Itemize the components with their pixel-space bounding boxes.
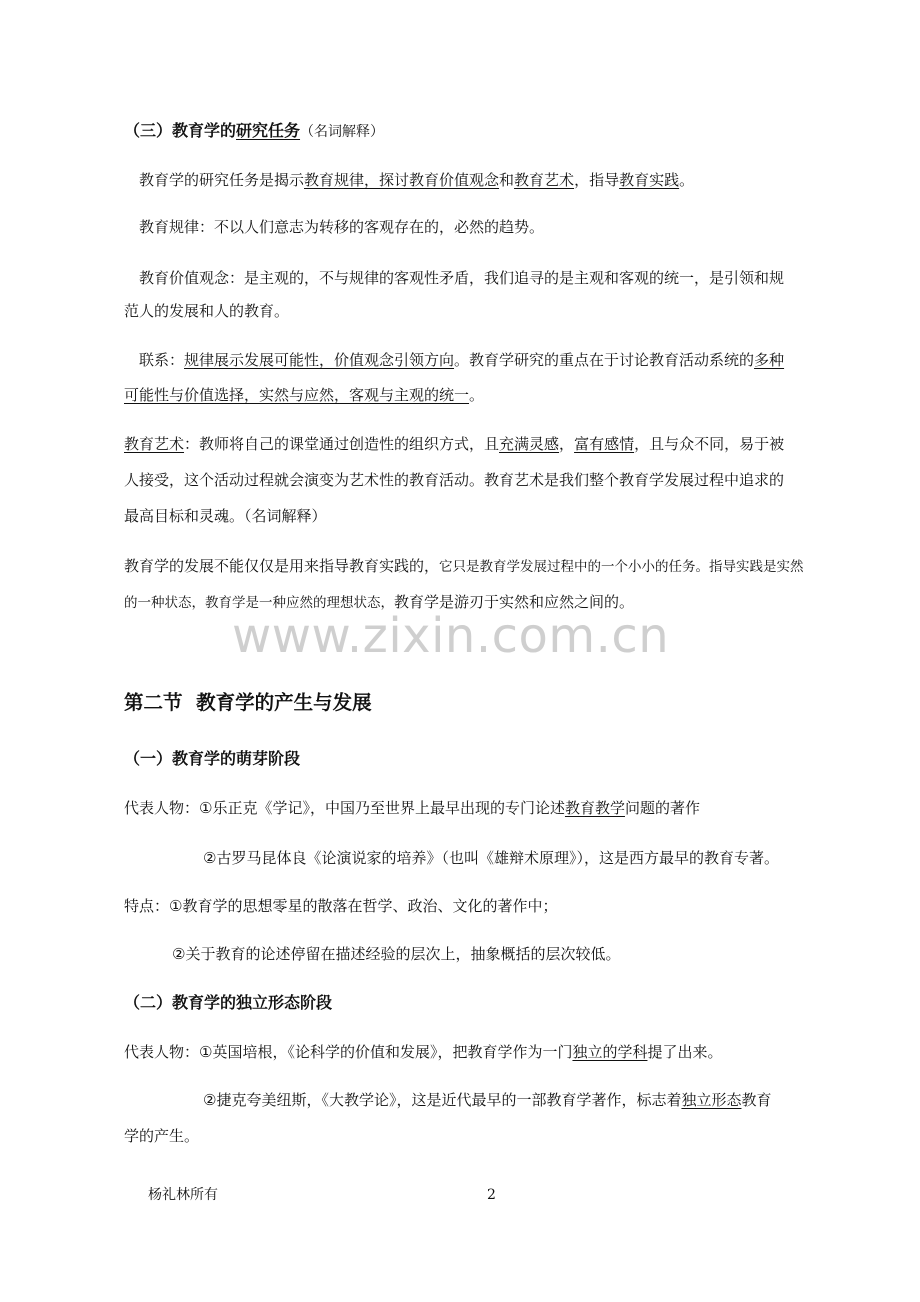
heading-underlined: 研究任务	[236, 121, 301, 140]
underlined-text: 独立形态	[681, 1091, 742, 1109]
subsection-heading-independent-stage: （二）教育学的独立形态阶段	[124, 993, 333, 1012]
representative-line2: ②古罗马昆体良《论演说家的培养》（也叫《雄辩术原理》），这是西方最早的教育专著。	[203, 849, 779, 867]
page-number: 2	[487, 1187, 496, 1203]
paragraph-research-task	[139, 170, 694, 190]
subsection-heading-sprout-stage: （一）教育学的萌芽阶段	[124, 749, 301, 768]
text: ，且与众不同，易于被	[634, 435, 785, 453]
representative-line1	[124, 1042, 722, 1062]
underlined-text: 教育艺术	[514, 171, 575, 189]
representative-line1	[124, 798, 700, 818]
text: 代表人物：①乐正克《学记》，中国乃至世界上最早出现的专门论述	[124, 799, 565, 817]
feature-line1: 特点：①教育学的思想零星的散落在哲学、政治、文化的著作中；	[124, 897, 558, 915]
paragraph-education-art-line1	[124, 434, 784, 454]
section-heading-research-tasks	[124, 120, 384, 143]
underlined-text: 规律展示发展可能性，价值观念引领方向	[184, 351, 455, 369]
text: ，	[559, 435, 575, 453]
text: 。	[469, 386, 485, 404]
text: 问题的著作	[624, 799, 700, 817]
paragraph-relation-line2	[124, 385, 484, 405]
paragraph-value-concept-line2: 范人的发展和人的教育。	[124, 302, 290, 320]
text-small: 它只是教育学发展过程中的一个小小的任务。指导实践是实然	[439, 559, 804, 575]
underlined-text: 富有感情	[574, 435, 635, 453]
text: 教育学的研究任务是揭示	[139, 171, 305, 189]
text: 和	[499, 171, 515, 189]
paragraph-education-law: 教育规律：不以人们意志为转移的客观存在的，必然的趋势。	[139, 218, 545, 236]
text-small: 的一种状态，教育学是一种应然的理想状态，	[124, 595, 394, 611]
text: 联系：	[139, 351, 185, 369]
footer-owner: 杨礼林所有	[148, 1187, 218, 1203]
feature-line2: ②关于教育的论述停留在描述经验的层次上，抽象概括的层次较低。	[172, 945, 621, 963]
underlined-text: 多种	[754, 351, 785, 369]
underlined-text: 教育教学	[564, 799, 625, 817]
underlined-text: 独立的学科	[572, 1043, 648, 1061]
underlined-text: 教育艺术	[124, 435, 185, 453]
text: 。教育学研究的重点在于讨论教育活动系统的	[454, 351, 755, 369]
underlined-text: 充满灵感	[499, 435, 560, 453]
underlined-text: 教育规律，探讨教育价值观念	[304, 171, 500, 189]
paragraph-value-concept-line1: 教育价值观念：是主观的，不与规律的客观性矛盾，我们追寻的是主观和客观的统一，是引领和规	[139, 269, 785, 287]
paragraph-development-line1	[124, 556, 804, 577]
text: 教育	[741, 1091, 772, 1109]
underlined-text: 教育实践	[619, 171, 680, 189]
representative-line2	[203, 1090, 771, 1110]
text: ：教师将自己的课堂通过创造性的组织方式，且	[184, 435, 500, 453]
text: ②捷克夸美纽斯，《大教学论》，这是近代最早的一部教育学著作，标志着	[203, 1091, 682, 1109]
text: 教育学是游刃于实然和应然之间的。	[394, 593, 635, 611]
paragraph-relation-line1	[139, 350, 784, 370]
text: 。	[679, 171, 695, 189]
section-title-origin-development: 第二节 教育学的产生与发展	[124, 691, 372, 714]
paragraph-education-art-line2: 人接受，这个活动过程就会演变为艺术性的教育活动。教育艺术是我们整个教育学发展过程中追求的	[124, 471, 785, 489]
heading-note: （名词解释）	[300, 124, 385, 140]
watermark: www.zixin.com.cn	[232, 608, 670, 664]
text: ，指导	[574, 171, 620, 189]
paragraph-education-art-line3: 最高目标和灵魂。（名词解释）	[124, 507, 327, 525]
text: 代表人物：①英国培根，《论科学的价值和发展》，把教育学作为一门	[124, 1043, 573, 1061]
text: 提了出来。	[647, 1043, 723, 1061]
representative-line2-cont: 学的产生。	[124, 1127, 200, 1145]
heading-text: （三）教育学的	[124, 121, 237, 140]
underlined-text: 可能性与价值选择，实然与应然，客观与主观的统一	[124, 386, 470, 404]
text: 教育学的发展不能仅仅是用来指导教育实践的，	[124, 557, 440, 575]
